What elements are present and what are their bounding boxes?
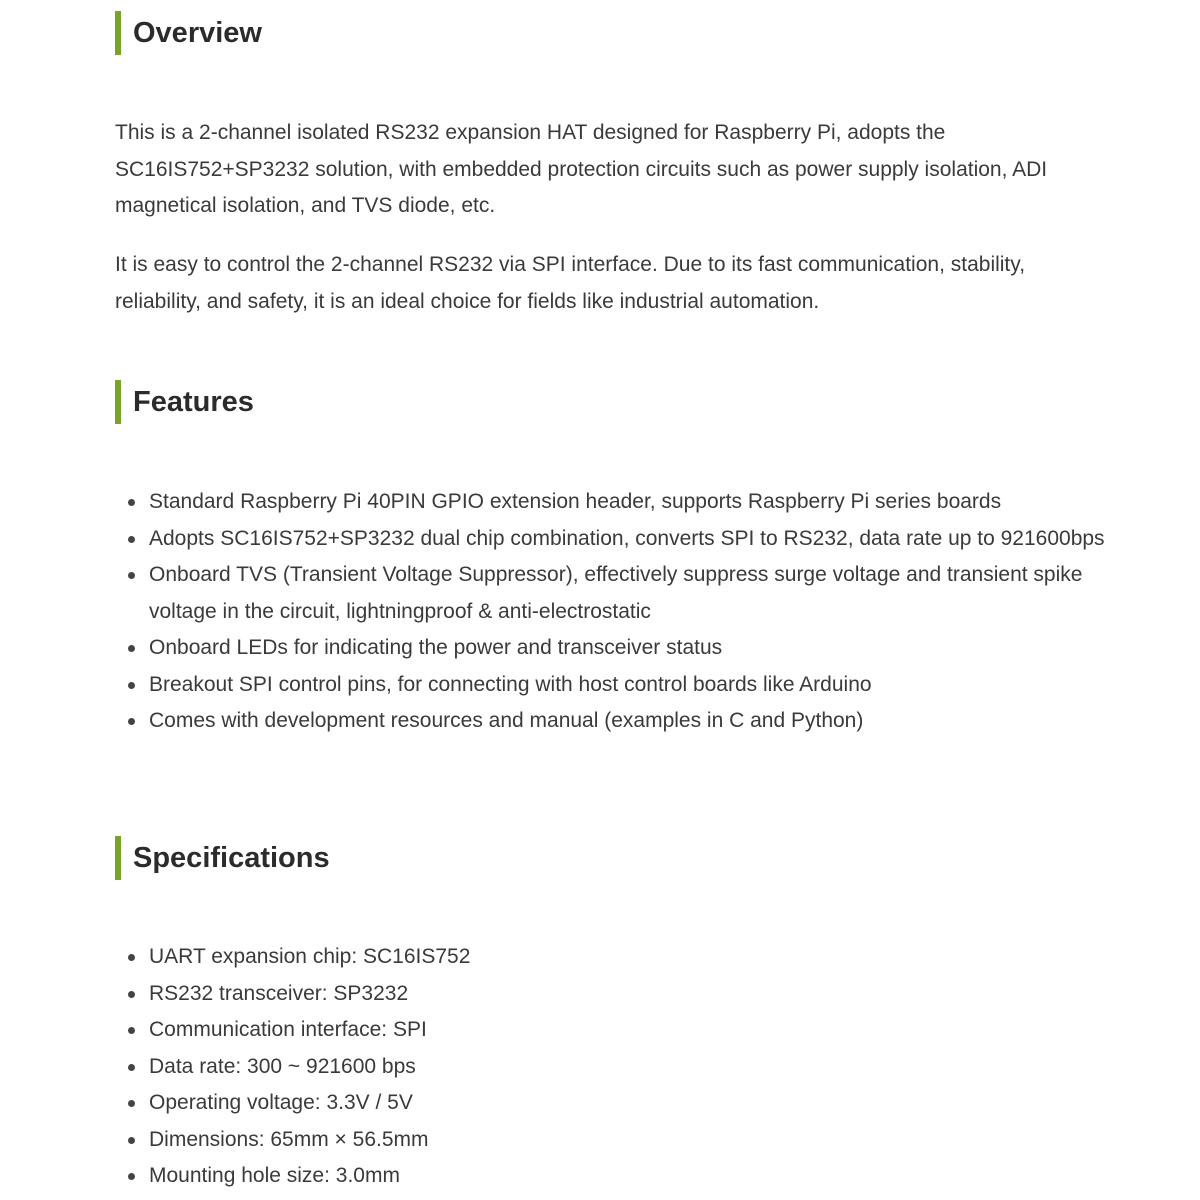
list-item-text: Dimensions: 65mm × 56.5mm	[149, 1127, 429, 1151]
specifications-heading: Specifications	[115, 836, 330, 880]
list-item	[115, 557, 1105, 630]
bullet-icon	[128, 1064, 135, 1071]
overview-paragraph-2: It is easy to control the 2-channel RS232 via SPI interface. Due to its fast communication, stability, reliability, and safety, it is an ideal choice for fields like industrial automation.	[115, 253, 1026, 313]
list-item	[115, 1012, 1105, 1049]
list-item-text: Adopts SC16IS752+SP3232 dual chip combination, converts SPI to RS232, data rate up to 921600bps	[149, 526, 1105, 550]
bullet-icon	[128, 1173, 135, 1180]
list-item	[115, 703, 1105, 740]
list-item-text: Breakout SPI control pins, for connecting with host control boards like Arduino	[149, 672, 872, 696]
list-item-text: Mounting hole size: 3.0mm	[149, 1164, 400, 1187]
features-heading: Features	[115, 380, 254, 424]
bullet-icon	[128, 536, 135, 543]
bullet-icon	[128, 991, 135, 998]
list-item-text: RS232 transceiver: SP3232	[149, 981, 409, 1005]
bullet-icon	[128, 718, 135, 725]
list-item	[115, 1085, 1105, 1122]
bullet-icon	[128, 572, 135, 579]
bullet-icon	[128, 954, 135, 961]
list-item-text: Data rate: 300 ~ 921600 bps	[149, 1054, 416, 1078]
list-item-text: UART expansion chip: SC16IS752	[149, 945, 471, 968]
list-item-text: Onboard TVS (Transient Voltage Suppressor), effectively suppress surge voltage and transient spike voltage in the circuit, lightningproof & anti-electrostatic	[149, 563, 1083, 623]
bullet-icon	[128, 682, 135, 689]
list-item	[115, 667, 1105, 704]
list-item	[115, 976, 1105, 1013]
overview-paragraph-1: This is a 2-channel isolated RS232 expansion HAT designed for Raspberry Pi, adopts the SC16IS752+SP3232 solution, with embedded protection circuits such as power supply isolation, ADI magnetical isolation, and TVS diode, etc.	[115, 121, 1048, 217]
list-item-text: Comes with development resources and manual (examples in C and Python)	[149, 709, 864, 732]
list-item	[115, 630, 1105, 667]
list-item-text: Communication interface: SPI	[149, 1018, 427, 1041]
bullet-icon	[128, 1137, 135, 1144]
bullet-icon	[128, 645, 135, 652]
specifications-list	[115, 939, 1105, 1195]
overview-heading: Overview	[115, 11, 262, 55]
list-item-text: Standard Raspberry Pi 40PIN GPIO extension header, supports Raspberry Pi series boards	[149, 490, 1002, 513]
list-item	[115, 484, 1105, 521]
bullet-icon	[128, 1100, 135, 1107]
bullet-icon	[128, 499, 135, 506]
list-item-text: Operating voltage: 3.3V / 5V	[149, 1091, 413, 1114]
list-item-text: Onboard LEDs for indicating the power and transceiver status	[149, 636, 723, 659]
list-item	[115, 1158, 1105, 1195]
bullet-icon	[128, 1027, 135, 1034]
list-item	[115, 521, 1105, 558]
list-item	[115, 1049, 1105, 1086]
list-item	[115, 939, 1105, 976]
list-item	[115, 1122, 1105, 1159]
features-list	[115, 484, 1105, 740]
